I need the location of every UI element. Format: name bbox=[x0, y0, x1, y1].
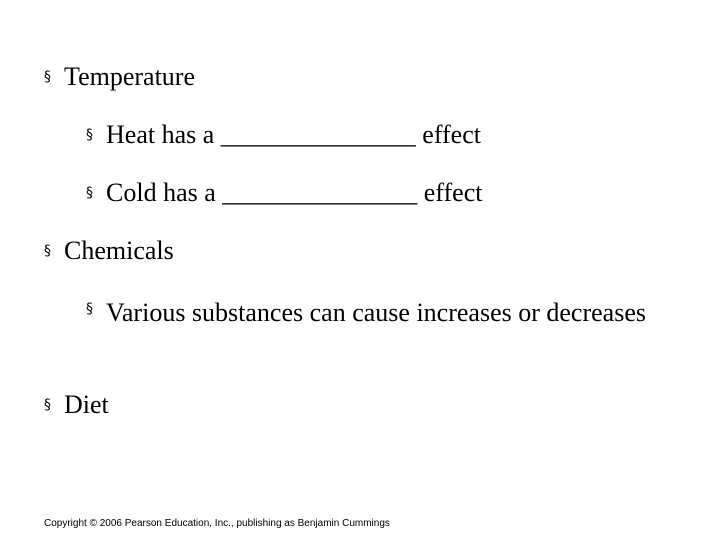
bullet-icon: § bbox=[86, 185, 93, 201]
bullet-text: Heat has a _______________ effect bbox=[106, 120, 481, 149]
bullet-icon: § bbox=[86, 301, 93, 317]
bullet-text: Temperature bbox=[64, 62, 195, 91]
bullet-icon: § bbox=[44, 69, 51, 85]
bullet-item-chemicals bbox=[44, 236, 174, 266]
bullet-icon: § bbox=[86, 127, 93, 143]
bullet-text: Various substances can cause increases or decreases bbox=[106, 298, 646, 327]
bullet-item-substances bbox=[86, 294, 686, 331]
copyright-footer: Copyright © 2006 Pearson Education, Inc., publishing as Benjamin Cummings bbox=[44, 518, 390, 529]
bullet-item-temperature bbox=[44, 62, 195, 92]
bullet-icon: § bbox=[44, 243, 51, 259]
bullet-text: Cold has a _______________ effect bbox=[106, 178, 483, 207]
bullet-item-heat bbox=[86, 120, 481, 150]
bullet-item-cold bbox=[86, 178, 482, 208]
bullet-icon: § bbox=[44, 397, 51, 413]
bullet-item-diet bbox=[44, 390, 109, 420]
bullet-text: Chemicals bbox=[64, 236, 174, 265]
bullet-text: Diet bbox=[64, 390, 109, 419]
